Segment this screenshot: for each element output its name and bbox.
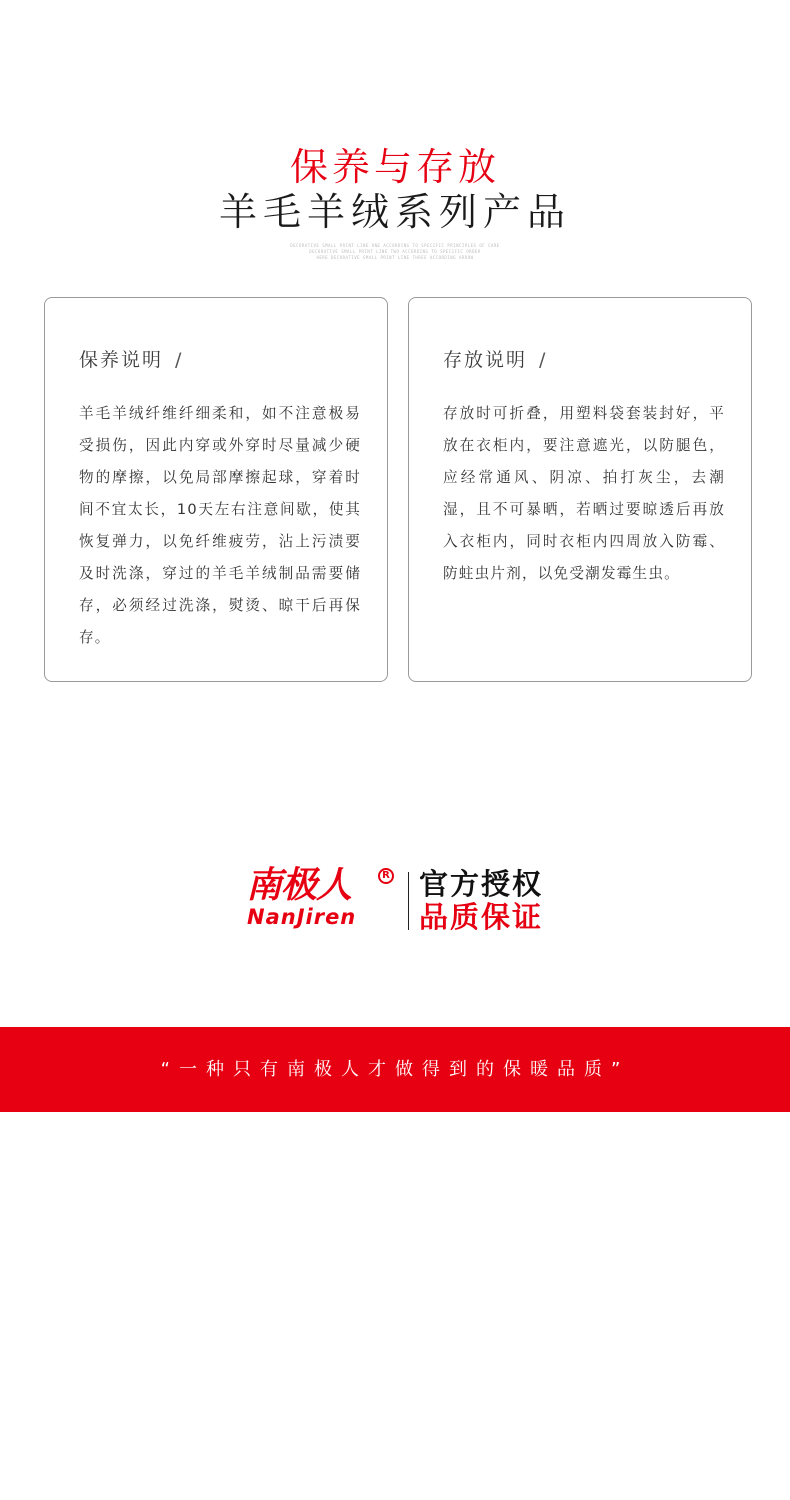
storage-card-title (443, 345, 547, 372)
brand-name-cn: 南极人 (246, 865, 352, 906)
small-print-line: DECORATIVE SMALL PRINT LINE TWO ACCORDING TO SPECIFIC ORDER (309, 249, 481, 254)
decorative-small-print (205, 243, 585, 261)
quality-guarantee-text: 品质保证 (419, 900, 544, 934)
brand-logo (246, 866, 566, 936)
logo-divider (408, 872, 409, 930)
slogan-text: “一种只有南极人才做得到的保暖品质” (160, 1059, 630, 1080)
section-title-black: 羊毛羊绒系列产品 (218, 190, 571, 234)
section-title-red: 保养与存放 (289, 145, 500, 189)
care-card-title-text: 保养说明 (79, 349, 164, 371)
authorization-text: 官方授权 (419, 867, 544, 901)
title-slash: / (539, 349, 548, 371)
title-slash: / (175, 349, 184, 371)
registered-mark-icon: R (378, 868, 394, 884)
small-print-line: DECORATIVE SMALL PRINT LINE ONE ACCORDING TO SPECIFIC PRINCIPLES OF CARE (290, 243, 500, 248)
slogan-banner (0, 1027, 790, 1112)
small-print-line: HERE DECORATIVE SMALL PRINT LINE THREE ACCORDING ARROW (316, 255, 474, 260)
brand-name-en: NanJiren (247, 905, 357, 929)
storage-card-body: 存放时可折叠，用塑料袋套装封好，平放在衣柜内，要注意遮光，以防腿色，应经常通风、阴凉、拍打灰尘，去潮湿，且不可暴晒，若晒过要晾透后再放入衣柜内，同时衣柜内四周放入防霉、防蛀虫片剂，以免受潮发霉生虫。 (443, 405, 725, 582)
care-card-body: 羊毛羊绒纤维纤细柔和，如不注意极易受损伤，因此内穿或外穿时尽量减少硬物的摩擦，以免局部摩擦起球，穿着时间不宜太长，10天左右注意间歇，使其恢复弹力，以免纤维疲劳，沾上污渍要及时洗涤，穿过的羊毛羊绒制品需要储存，必须经过洗涤，熨烫、晾干后再保存。 (79, 405, 361, 646)
storage-card-title-text: 存放说明 (443, 349, 528, 371)
care-card-title (79, 345, 183, 372)
care-instructions-card (44, 297, 388, 682)
storage-instructions-card (408, 297, 752, 682)
